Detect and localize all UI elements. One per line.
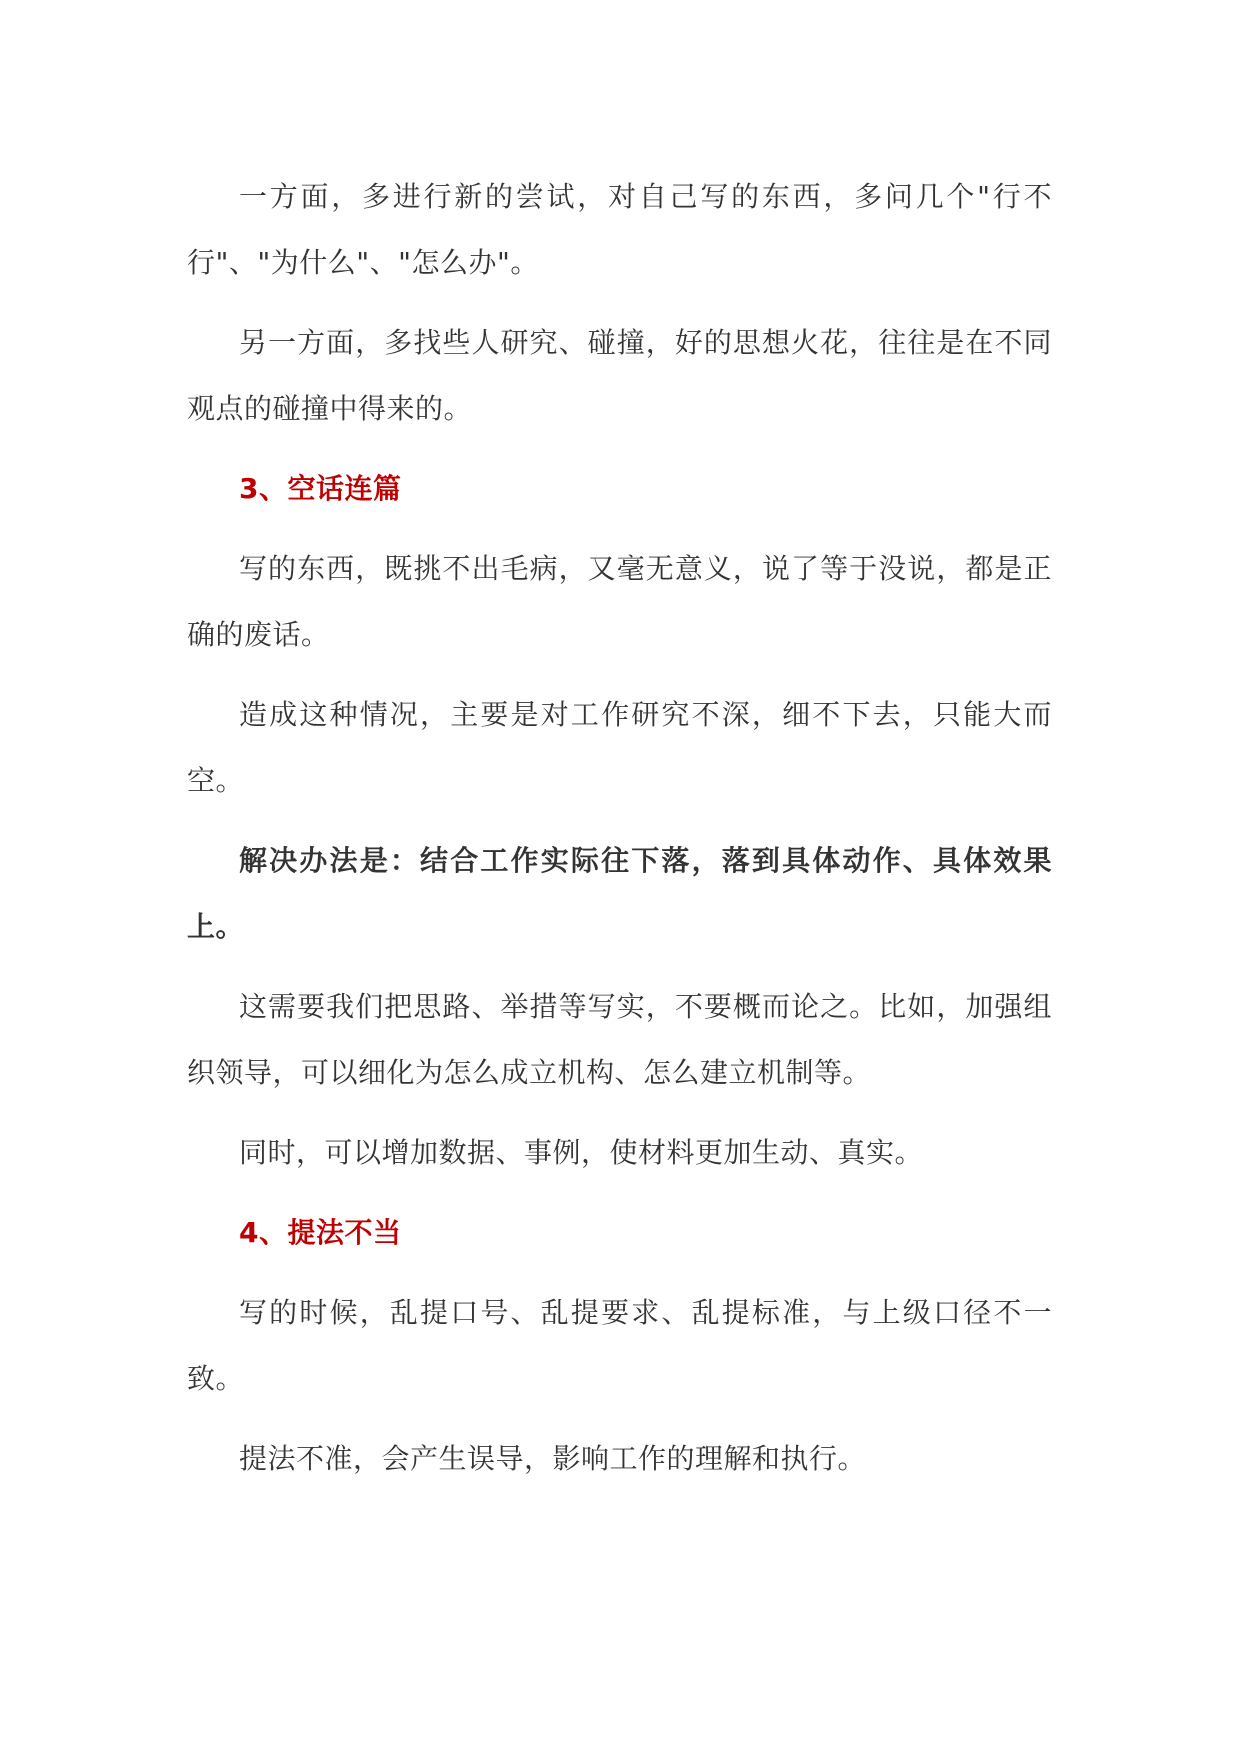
paragraph-solution: 解决办法是：结合工作实际往下落，落到具体动作、具体效果上。 bbox=[187, 844, 1052, 943]
section-heading-4: 4、提法不当 bbox=[239, 1216, 402, 1249]
paragraph-empty-talk-description: 写的东西，既挑不出毛病，又毫无意义，说了等于没说，都是正确的废话。 bbox=[187, 552, 1052, 651]
paragraph-improper-wording: 写的时候，乱提口号、乱提要求、乱提标准，与上级口径不一致。 bbox=[187, 1296, 1052, 1395]
paragraph-one-side: 一方面，多进行新的尝试，对自己写的东西，多问几个"行不行"、"为什么"、"怎么办"。 bbox=[187, 180, 1052, 279]
paragraph-add-data: 同时，可以增加数据、事例，使材料更加生动、真实。 bbox=[239, 1136, 924, 1169]
section-heading-3: 3、空话连篇 bbox=[239, 472, 402, 505]
paragraph-other-side: 另一方面，多找些人研究、碰撞，好的思想火花，往往是在不同观点的碰撞中得来的。 bbox=[187, 326, 1052, 425]
document-body bbox=[187, 164, 1052, 1506]
paragraph-misleading: 提法不准，会产生误导，影响工作的理解和执行。 bbox=[239, 1442, 867, 1475]
paragraph-empty-talk-cause: 造成这种情况，主要是对工作研究不深，细不下去，只能大而空。 bbox=[187, 698, 1052, 797]
paragraph-solution-detail: 这需要我们把思路、举措等写实，不要概而论之。比如，加强组织领导，可以细化为怎么成立机构、怎么建立机制等。 bbox=[187, 990, 1052, 1089]
